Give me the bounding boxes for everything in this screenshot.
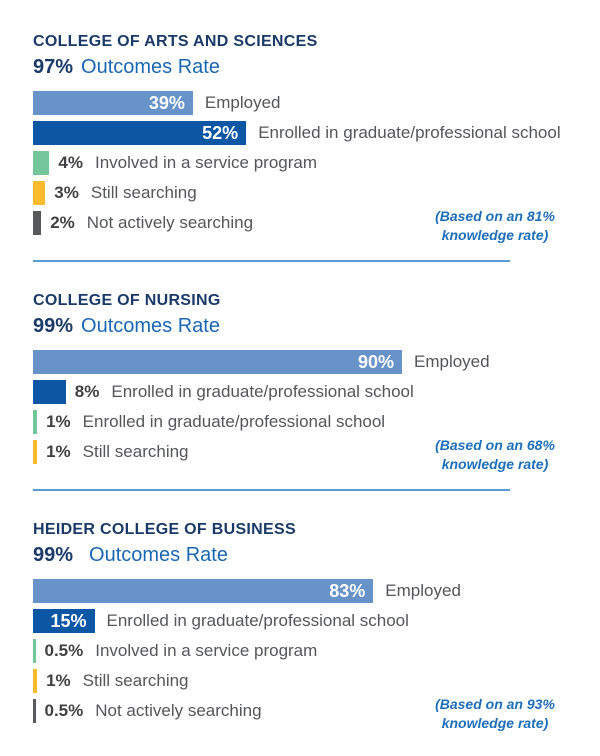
college-title: COLLEGE OF NURSING (33, 292, 221, 309)
bar-category-label: Enrolled in graduate/professional school (82, 412, 386, 431)
bar-still-searching (33, 181, 45, 205)
bar-grad-school (33, 121, 246, 145)
bar-category-label: Involved in a service program (94, 153, 318, 172)
outcomes-rate-label: Outcomes Rate (81, 315, 220, 337)
bar-employed (33, 579, 373, 603)
outcomes-rate-value: 97% (33, 56, 74, 78)
outcomes-rate-value: 99% (33, 544, 74, 566)
bar-value-label: 2% (50, 213, 75, 232)
bar-value-label: 39% (148, 92, 185, 113)
bar-category-label: Not actively searching (86, 213, 254, 232)
bar-row (33, 639, 567, 663)
bar-category-label: Enrolled in graduate/professional school (258, 123, 561, 142)
knowledge-rate-note: (Based on an 93% knowledge rate) (435, 696, 555, 732)
outcomes-rate-value: 99% (33, 315, 74, 337)
bar-grad-school (33, 380, 66, 404)
bar-chart (33, 579, 567, 732)
knowledge-rate-note: (Based on an 68% knowledge rate) (435, 437, 555, 473)
bar-category-label: Employed (204, 93, 281, 112)
bar-category-label: Involved in a service program (95, 641, 318, 660)
bar-category-label: Still searching (82, 671, 189, 690)
bar-grad-school (33, 609, 95, 633)
section-arts-and-sciences (33, 32, 567, 244)
bar-row (33, 579, 567, 603)
bar-row (33, 181, 567, 205)
bar-category-label: Still searching (90, 183, 197, 202)
bar-value-label: 0.5% (44, 701, 84, 720)
bar-value-label: 1% (46, 412, 71, 431)
bar-employed (33, 350, 402, 374)
outcomes-rate-label: Outcomes Rate (81, 56, 220, 78)
bar-value-label: 90% (357, 351, 394, 372)
outcomes-rate-line (33, 543, 567, 567)
outcomes-rate-line (33, 55, 567, 79)
bar-row (33, 121, 567, 145)
bar-category-label: Enrolled in graduate/professional school (111, 382, 414, 401)
bar-service-program (33, 151, 49, 175)
bar-row (33, 609, 567, 633)
bar-row (33, 410, 567, 434)
bar-value-label: 52% (202, 122, 239, 143)
bar-chart (33, 91, 567, 244)
bar-row (33, 91, 567, 115)
bar-value-label: 1% (46, 671, 71, 690)
bar-category-label: Employed (385, 581, 461, 600)
bar-value-label: 4% (58, 153, 83, 172)
bar-chart (33, 350, 567, 473)
outcomes-rate-line (33, 314, 567, 338)
bar-value-label: 83% (329, 580, 366, 601)
bar-not-searching (33, 699, 36, 723)
section-nursing (33, 291, 567, 473)
knowledge-rate-note: (Based on an 81% knowledge rate) (435, 208, 555, 244)
college-title: HEIDER COLLEGE OF BUSINESS (33, 521, 296, 538)
bar-value-label: 8% (74, 382, 100, 401)
bar-category-label: Enrolled in graduate/professional school (106, 611, 409, 630)
bar-value-label: 0.5% (44, 641, 84, 660)
section-heider-business (33, 520, 567, 732)
bar-employed (33, 91, 193, 115)
bar-still-searching (33, 669, 37, 693)
bar-still-searching (33, 440, 37, 464)
bar-value-label: 15% (50, 610, 87, 631)
bar-row (33, 380, 567, 404)
outcomes-rate-label: Outcomes Rate (89, 544, 228, 566)
bar-category-label: Employed (414, 352, 490, 371)
bar-value-label: 1% (46, 442, 71, 461)
section-divider (33, 489, 510, 491)
bar-row (33, 669, 567, 693)
bar-service-program (33, 639, 36, 663)
bar-row (33, 350, 567, 374)
bar-service-program (33, 410, 37, 434)
bar-category-label: Not actively searching (95, 701, 262, 720)
bar-not-searching (33, 211, 41, 235)
section-divider (33, 260, 510, 262)
bar-value-label: 3% (54, 183, 79, 202)
bar-category-label: Still searching (82, 442, 189, 461)
college-title: COLLEGE OF ARTS AND SCIENCES (33, 33, 318, 50)
bar-row (33, 151, 567, 175)
